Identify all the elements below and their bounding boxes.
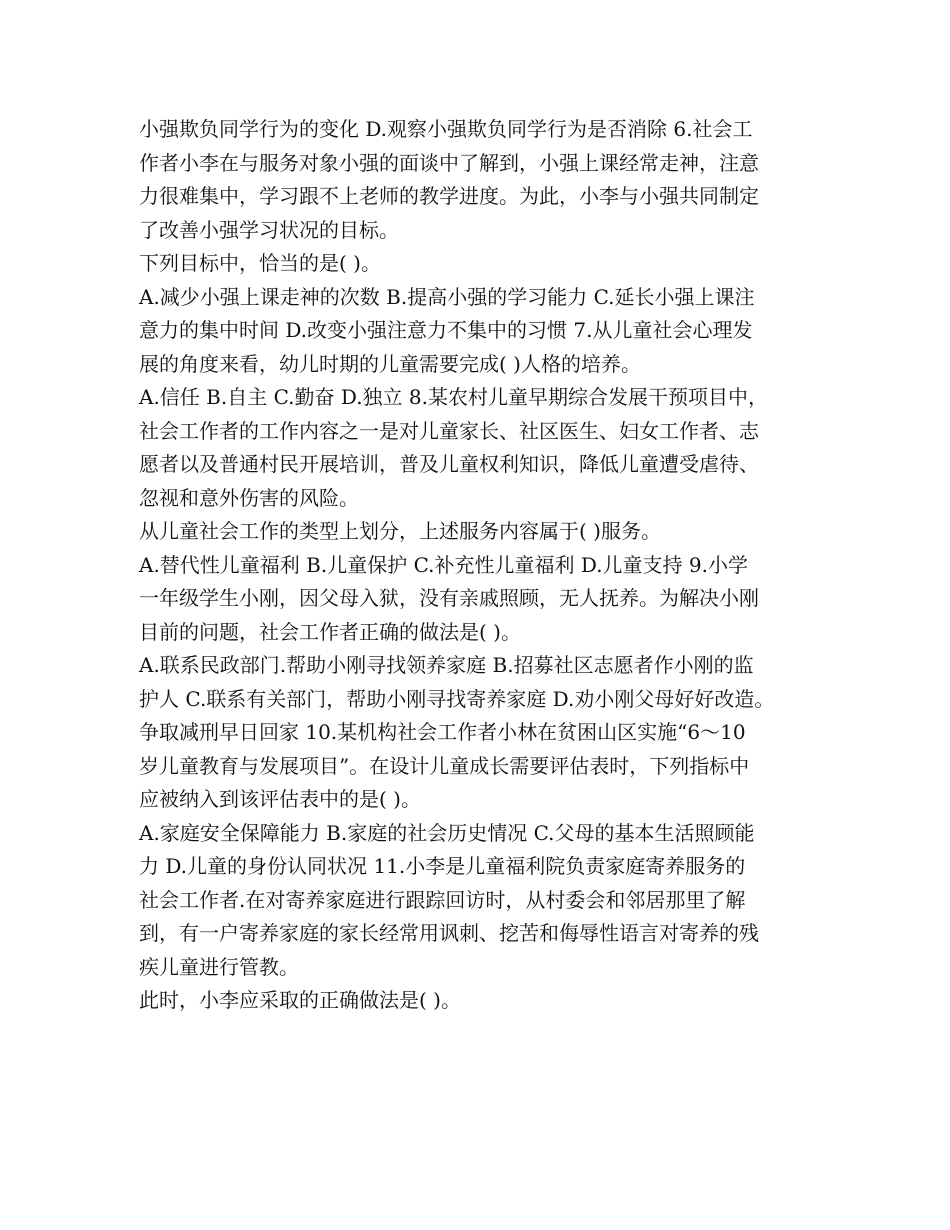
- text-line: 力 D.儿童的身份认同状况 11.小李是儿童福利院负责家庭寄养服务的: [139, 854, 746, 878]
- text-line: 护人 C.联系有关部门，帮助小刚寻找寄养家庭 D.劝小刚父母好好改造。: [139, 686, 775, 711]
- text-line: 一年级学生小刚，因父母入狱，没有亲戚照顾，无人抚养。为解决小刚: [139, 586, 759, 610]
- text-line: A.减少小强上课走神的次数 B.提高小强的学习能力 C.延长小强上课注: [139, 284, 755, 309]
- text-line: 从儿童社会工作的类型上划分，上述服务内容属于( )服务。: [139, 519, 661, 543]
- text-line: 展的角度来看，幼儿时期的儿童需要完成( )人格的培养。: [139, 351, 641, 376]
- text-line: 意力的集中时间 D.改变小强注意力不集中的习惯 7.从儿童社会心理发: [139, 318, 753, 342]
- text-line: 目前的问题，社会工作者正确的做法是( )。: [139, 619, 521, 644]
- text-line: 疾儿童进行管教。: [139, 954, 299, 979]
- text-line: A.信任 B.自主 C.勤奋 D.独立 8.某农村儿童早期综合发展干预项目中，: [139, 385, 768, 409]
- text-line: A.联系民政部门.帮助小刚寻找领养家庭 B.招募社区志愿者作小刚的监: [139, 653, 754, 677]
- text-line: 忽视和意外伤害的风险。: [139, 485, 359, 510]
- text-line: 应被纳入到该评估表中的是( )。: [139, 787, 421, 811]
- text-line: 下列目标中，恰当的是( )。: [139, 251, 381, 275]
- text-line: 社会工作者.在对寄养家庭进行跟踪回访时，从村委会和邻居那里了解: [139, 887, 746, 912]
- text-line: 愿者以及普通村民开展培训，普及儿童权利知识，降低儿童遭受虐待、: [139, 452, 759, 476]
- text-line: A.替代性儿童福利 B.儿童保护 C.补充性儿童福利 D.儿童支持 9.小学: [139, 552, 748, 577]
- document-body: [139, 113, 839, 1018]
- text-line: A.家庭安全保障能力 B.家庭的社会历史情况 C.父母的基本生活照顾能: [139, 820, 755, 845]
- text-line: 岁儿童教育与发展项目”。在设计儿童成长需要评估表时，下列指标中: [139, 753, 750, 778]
- text-line: 力很难集中，学习跟不上老师的教学进度。为此，小李与小强共同制定: [139, 184, 759, 208]
- text-line: 作者小李在与服务对象小强的面谈中了解到，小强上课经常走神，注意: [139, 150, 759, 175]
- text-line: 社会工作者的工作内容之一是对儿童家长、社区医生、妇女工作者、志: [139, 418, 759, 443]
- text-line: 到，有一户寄养家庭的家长经常用讽刺、挖苦和侮辱性语言对寄养的残: [139, 921, 759, 945]
- text-line: 争取减刑早日回家 10.某机构社会工作者小林在贫困山区实施“6～10: [139, 720, 746, 744]
- text-line: 此时，小李应采取的正确做法是( )。: [139, 988, 461, 1012]
- text-line: 小强欺负同学行为的变化 D.观察小强欺负同学行为是否消除 6.社会工: [139, 117, 753, 141]
- text-line: 了改善小强学习状况的目标。: [139, 217, 399, 242]
